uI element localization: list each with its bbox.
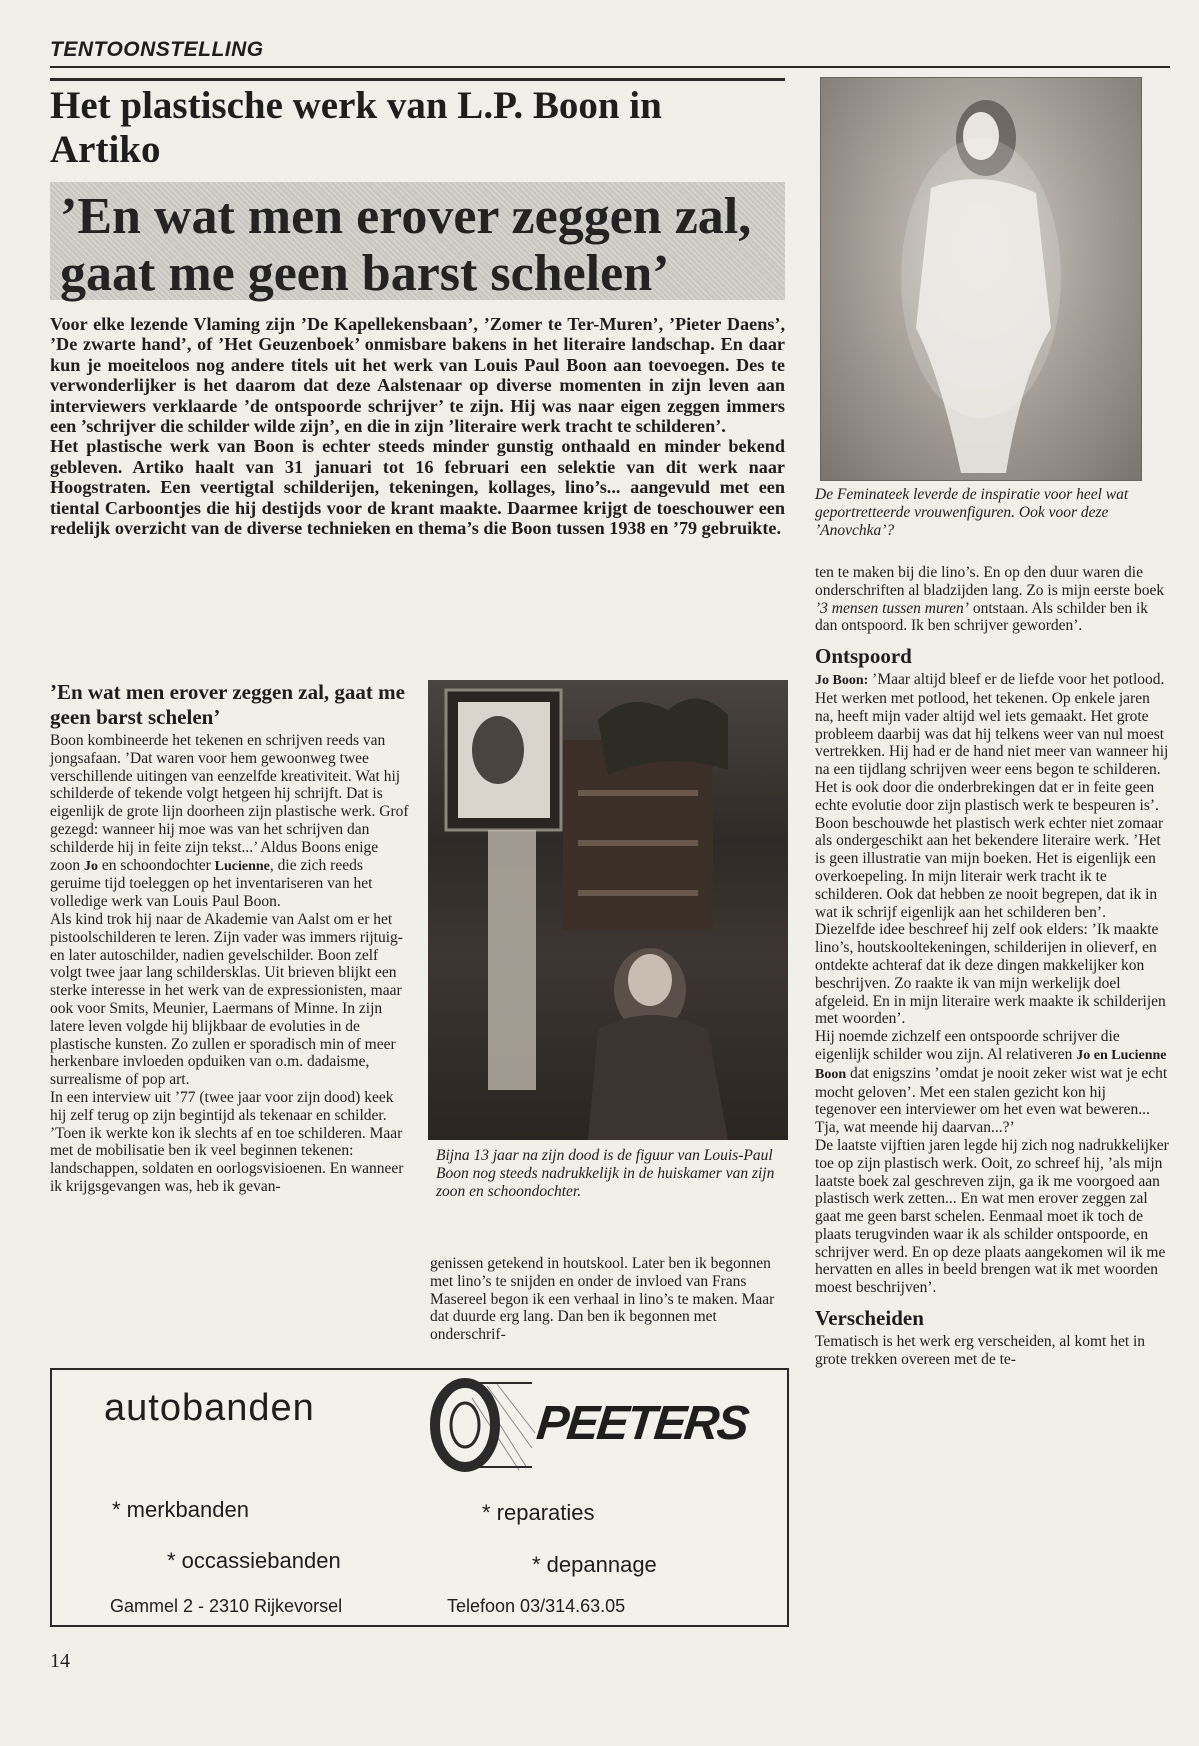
speaker-name: Jo Boon: — [815, 673, 869, 689]
book-title: ’3 mensen tussen muren’ — [815, 599, 969, 617]
living-room-photo — [428, 680, 788, 1140]
portrait-photo — [820, 77, 1142, 481]
ad-phone: Telefoon 03/314.63.05 — [447, 1596, 626, 1616]
ad-service: * occassiebanden — [167, 1548, 341, 1573]
text-run: Boon kombineerde het tekenen en schrijven reeds van jongsafaan. ’Dat waren voor hem gewoonweg twee verschillende uitingen van eenzelfde kreativiteit. Wat hij schilderde of tekende volgt hetgeen hij schrijft. Dat is eigenlijk de grote lijn doorheen zijn plastische werk. Grof gezegd: wanneer hij moe was van het schrijven dan schilderde hij in feite zijn tekst...’ Aldus Boons enige zoon — [50, 732, 409, 874]
headline: Het plastische werk van L.P. Boon in Artiko — [50, 84, 662, 171]
intro-text — [50, 314, 785, 538]
section-label: TENTOONSTELLING — [50, 38, 264, 61]
column-1-paragraph: In een interview uit ’77 (twee jaar voor zijn dood) keek hij zelf terug op zijn begintijd als tekenaar en schilder. ’Toen ik werkte kon ik slechts af en toe schilderen. Maar met de mobilisatie ben ik veel beginnen tekenen: landschappen, soldaten en oorlogsvisioenen. En wanneer ik krijgsgevangen was, heb ik gevan- — [50, 1088, 404, 1195]
column-3-paragraph — [815, 1028, 1170, 1137]
text-run: dat enigszins ’omdat je nooit zeker wist wat je echt mocht geloven’. Met een stalen gezicht kon hij tegenover een interviewer om het even wat beweren... Tja, wat meende hij daarvan...?’ — [815, 1064, 1168, 1137]
tire-icon — [427, 1378, 537, 1472]
column-3-paragraph: Boon beschouwde het plastisch werk echter niet zomaar als ondergeschikt aan het bekendere literaire werk. ’Het is geen illustratie van mijn boeken. Het is eigenlijk een overkoepeling. In mijn literair werk tracht ik te schilderen. Ook dat hebben ze nooit begrepen, dat ik in wat ik schrijf eigenlijk aan het schilderen ben’. Diezelfde idee beschreef hij zelf ook elders: ’Ik maakte lino’s, houtskooltekeningen, schilderijen in olieverf, en ontdekte achteraf dat ik deze dingen makkelijker kon beschrijven. Zo raakte ik van mijn werkelijk doel afgeleid. En in mijn literaire werk maakte ik schilderijen met woorden’. — [815, 814, 1166, 1028]
column-1-paragraph — [50, 732, 410, 911]
text-run: ontstaan. Als schilder ben ik dan ontspoord. Ik ben schrijver geworden’. — [815, 599, 1149, 635]
name-lucienne: Lucienne — [214, 858, 270, 874]
column-1-heading: ’En wat men erover zeggen zal, gaat me geen barst schelen’ — [50, 680, 405, 729]
ad-brand: PEETERS — [534, 1397, 750, 1450]
intro-paragraph: Het plastische werk van Boon is echter steeds minder gunstig onthaald en minder bekend gebleven. Artiko haalt van 31 januari tot 16 februari een selektie van dit werk naar Hoogstraten. Een veertigtal schilderijen, tekeningen, kollages, lino’s... aangevuld met een tiental Carboontjes die hij destijds voor de krant maakte. Daarmee krijgt de toeschouwer een redelijk overzicht van de diverse technieken en thema’s die Boon tussen 1938 en ’79 gebruikte. — [50, 436, 785, 539]
living-room-scene — [428, 680, 788, 1140]
text-run: ’Maar altijd bleef er de liefde voor het potlood. Het werken met potlood, het tekenen. Op enkele jaren na, heeft mijn vader altijd wel iets gemaakt. Het grote probleem daarbij was dat hij telkens weer van nul moest vertrekken. Hij had er de hand niet meer van wanneer hij na een tijdlang schrijven weer eens begon te schilderen. Het is ook door die onderbrekingen dat er in feite geen echte evolutie door zijn plastisch werk te bespeuren is’. — [815, 671, 1169, 814]
pull-quote: ’En wat men erover zeggen zal, gaat me geen barst schelen’ — [60, 188, 752, 302]
subheading-ontspoord: Ontspoord — [815, 644, 912, 669]
intro-paragraph: Voor elke lezende Vlaming zijn ’De Kapellekensbaan’, ’Zomer te Ter-Muren’, ’Pieter Daens’, ’De zwarte hand’, of ’Het Geuzenboek’ onmisbare bakens in het literaire landschap. En daar kun je moeiteloos nog andere titels uit het werk van Louis Paul Boon aan toevoegen. Des te verwonderlijker is het daarom dat deze Aalstenaar op diverse momenten in zijn leven aan interviewers verklaarde ’de ontspoorde schrijver’ te zijn. Hij was naar eigen zeggen immers een ’schrijver die schilder wilde zijn’, en die in zijn ’literaire werk tracht te schilderen’. — [50, 314, 785, 437]
header-rule — [50, 66, 1170, 68]
column-3 — [815, 564, 1170, 1369]
advertisement — [50, 1368, 789, 1627]
text-run: Hij noemde zichzelf een ontspoorde schrijver die eigenlijk schilder wou zijn. Al relativeren — [815, 1028, 1120, 1063]
pull-quote-banner — [50, 182, 785, 300]
ad-address: Gammel 2 - 2310 Rijkevorsel — [110, 1596, 343, 1616]
portrait-figure — [821, 78, 1141, 480]
ad-service: * depannage — [532, 1552, 657, 1577]
text-run: , die zich reeds geruime tijd toeleggen op het inventariseren van het volledige werk van Louis Paul Boon. — [50, 856, 373, 911]
column-1 — [50, 680, 410, 1196]
column-2 — [430, 1255, 792, 1344]
ad-service: * merkbanden — [112, 1497, 249, 1522]
column-1-paragraph: Als kind trok hij naar de Akademie van Aalst om er het pistoolschilderen te leren. Zijn vader was immers rijtuig- en later autoschilder, nadien gevelschilder. Boon zelf volgt twee jaar lang schildersklas. Uit brieven blijkt een sterke interesse in het werk van de expressionisten, maar ook voor Smits, Meunier, Laermans of Minne. In zijn latere leven volgde hij blijkbaar de evoluties in de plastische kunsten. Zo zullen er sporadisch min of meer herkenbare invloeden opduiken van o.m. dadaisme, surrealisme of pop art. — [50, 910, 403, 1089]
column-3-paragraph: De laatste vijftien jaren legde hij zich nog nadrukkelijker toe op zijn plastisch werk. Ooit, zo schreef hij, ’als mijn laatste boek zal geschreven zijn, ga ik me voorgoed aan plastisch werk zetten... En wat men erover zeggen zal gaat me geen barst schelen. Eenmaal moet ik toch de plaats terugvinden waar ik als schilder ontspoorde, en schrijver werd. En op deze plaats aangekomen wil ik me hervatten en alles in beeld brengen wat ik met woorden moest beschrijven’. — [815, 1136, 1169, 1297]
text-run: ten te maken bij die lino’s. En op den duur waren die onderschriften al bladzijden lang. Zo is mijn eerste boek — [815, 564, 1165, 599]
column-3-paragraph — [815, 671, 1170, 814]
column-2-paragraph: genissen getekend in houtskool. Later ben ik begonnen met lino’s te snijden en onder de invloed van Frans Masereel begon ik een verhaal in lino’s te maken. Maar dat duurde erg lang. Dan ben ik begonnen met onderschrif- — [430, 1255, 775, 1344]
photo-1-caption: De Feminateek leverde de inspiratie voor heel wat geportretteerde vrouwenfiguren. Ook voor deze ’Anovchka’? — [815, 486, 1129, 539]
column-3-paragraph — [815, 564, 1170, 635]
ad-service: * reparaties — [482, 1500, 595, 1525]
name-jo: Jo — [84, 858, 99, 874]
ad-title: autobanden — [104, 1387, 315, 1429]
photo-2-caption: Bijna 13 jaar na zijn dood is de figuur van Louis-Paul Boon nog steeds nadrukkelijk in de huiskamer van zijn zoon en schoondochter. — [436, 1147, 775, 1200]
text-run: en schoondochter — [98, 856, 215, 874]
subheading-verscheiden: Verscheiden — [815, 1306, 924, 1331]
title-rule — [50, 78, 785, 81]
page-number: 14 — [50, 1650, 70, 1672]
column-3-paragraph: Tematisch is het werk erg verscheiden, al komt het in grote trekken overeen met de te- — [815, 1333, 1146, 1368]
names-jo-lucienne: Jo en Lucienne Boon — [815, 1047, 1167, 1082]
